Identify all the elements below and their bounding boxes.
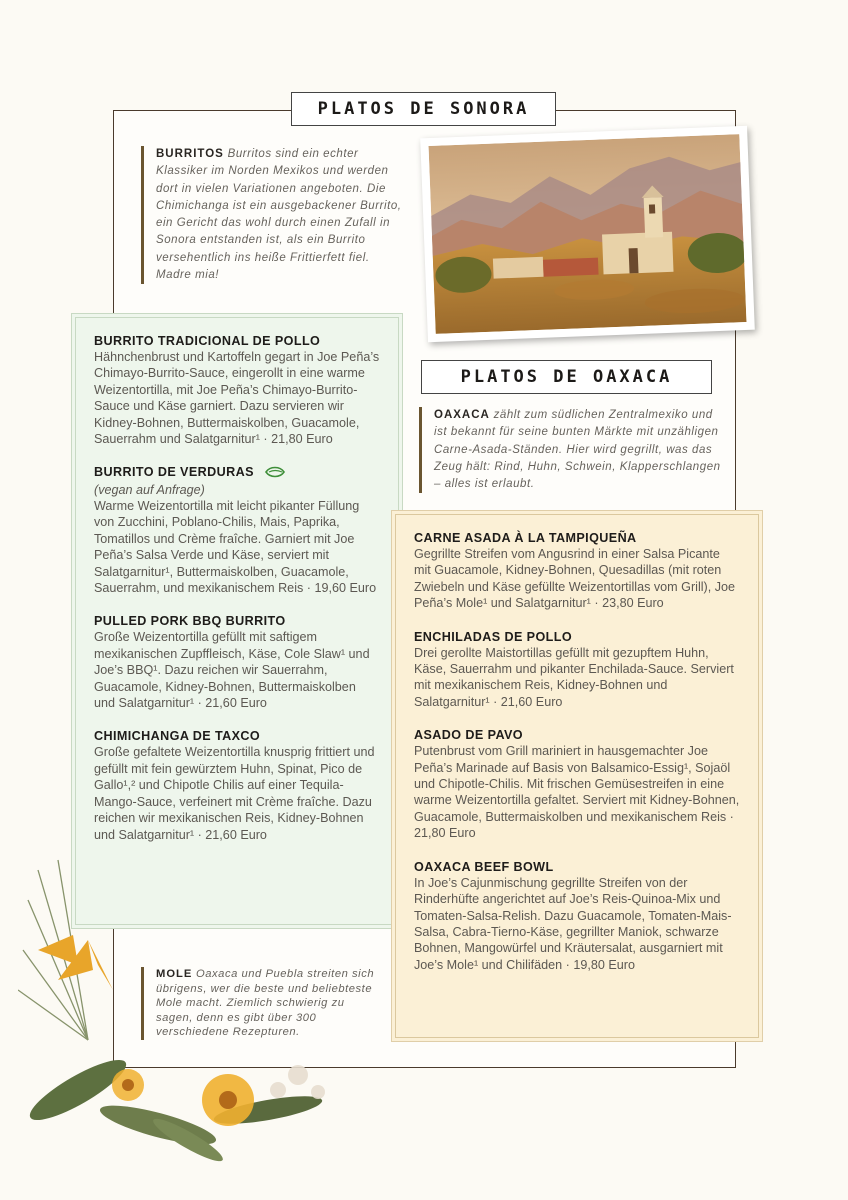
dish-name: PULLED PORK BBQ BURRITO [94, 614, 286, 629]
desert-mission-photo-image [429, 134, 747, 334]
dish-description: Große gefaltete Weizentortilla knusprig frittiert und gefüllt mit fein gewürztem Huhn, Spinat, Pico de Gallo¹,² und Chipotle Chilis auf einer Tequila-Mango-Sauce, verfeinert mit Crème fraîche. Dazu reichen wir mexikanischen Reis, Kidney-Bohnen und Salatgarnitur¹ · 21,60 Euro [94, 745, 375, 842]
dish-asado-de-pavo [414, 728, 740, 841]
heading-platos-de-sonora [291, 92, 556, 126]
dish-oaxaca-beef-bowl [414, 860, 740, 973]
dish-name: CHIMICHANGA DE TAXCO [94, 729, 261, 744]
dish-description: Große Weizentortilla gefüllt mit saftigem mexikanischen Zupffleisch, Käse, Cole Slaw¹ und Joe’s BBQ¹. Dazu reichen wir Sauerrahm, Guacamole, Kidney-Bohnen, Buttermaiskolben und Salatgarnitur¹ · 21,60 Euro [94, 630, 370, 711]
intro-mole [141, 967, 381, 1040]
dish-chimichanga-de-taxco [94, 729, 380, 842]
dish-name: CARNE ASADA À LA TAMPIQUEÑA [414, 531, 637, 545]
heading-platos-de-oaxaca [421, 360, 712, 394]
dish-name-row [94, 465, 380, 480]
dish-description: Putenbrust vom Grill mariniert in hausgemachter Joe Peña’s Marinade auf Basis von Balsamico-Essig¹, Sojaöl und Chipotle-Chilis. Mit frischen Gemüsestreifen in eine warme Weizentortilla gefaltet. Serviert mit Kidney-Bohnen, Guacamole, Buttermaiskolben und mexikanischem Reis · 21,80 Euro [414, 744, 740, 841]
dish-burrito-tradicional [94, 334, 380, 447]
intro-mole-keyword: MOLE [156, 968, 193, 980]
intro-burritos-keyword: BURRITOS [156, 148, 224, 160]
intro-burritos [141, 146, 407, 284]
dish-name: ASADO DE PAVO [414, 728, 523, 743]
dish-description: In Joe’s Cajunmischung gegrillte Streifen von der Rinderhüfte angerichtet auf Joe’s Reis-Quinoa-Mix und Tomaten-Salsa-Relish. Dazu Guacamole, Tomaten-Mais-Salsa, Cabra-Tierno-Käse, gegrillter Maniok, schwarze Bohnen, Mangowürfel und Kräutersalat, ausgarniert mit Joe’s Mole¹ und Chilifäden · 19,80 Euro [414, 875, 732, 972]
dish-name: BURRITO DE VERDURAS [94, 465, 254, 480]
dish-description: Gegrillte Streifen vom Angusrind in einer Salsa Picante mit Guacamole, Kidney-Bohnen, Quesadillas (mit roten Zwiebeln und Käse gefüllte Weizentortillas vom Grill), Joe Peña’s Mole¹ und Salatgarnitur¹ · 23,80 Euro [414, 547, 736, 611]
oaxaca-dishes-panel [391, 510, 763, 1042]
heading-oaxaca-text: PLATOS DE OAXACA [460, 367, 673, 387]
desert-mission-photo [420, 126, 755, 342]
dish-burrito-de-verduras [94, 465, 380, 596]
intro-oaxaca [419, 407, 729, 493]
dish-name: BURRITO TRADICIONAL DE POLLO [94, 334, 321, 348]
dish-description: Warme Weizentortilla mit leicht pikanter Füllung von Zucchini, Poblano-Chilis, Mais, Paprika, Tomatillos und Crème fraîche. Garniert mit Joe Peña’s Salsa Verde und Käse, serviert mit Salatgarnitur¹, Buttermaiskolben, Guacamole, Sauerrahm, und mexikanischem Reis · 19,60 Euro [94, 499, 377, 596]
sonora-dishes-panel [71, 313, 403, 929]
dish-carne-asada [414, 531, 740, 612]
dish-enchiladas-de-pollo [414, 630, 740, 711]
dish-note: (vegan auf Anfrage) [94, 482, 205, 497]
vegan-leaf-icon [264, 466, 286, 481]
intro-burritos-text: Burritos sind ein echter Klassiker im Norden Mexikos und werden dort in vielen Variationen angeboten. Die Chimichanga ist ein ausgebackener Burrito, ein Gericht das wohl durch einen Zufall in Sonora entstanden ist, als ein Burrito versehentlich ins heiße Frittierfett fiel. Madre mia! [156, 148, 402, 282]
intro-oaxaca-text: zählt zum südlichen Zentralmexiko und ist bekannt für seine bunten Märkte mit unzähligen Carne-Asada-Ständen. Hier wird gegrillt, was das Zeug hält: Rind, Huhn, Schwein, Klapperschlangen – alles ist erlaubt. [434, 409, 721, 491]
heading-sonora-text: PLATOS DE SONORA [317, 99, 530, 119]
intro-oaxaca-keyword: OAXACA [434, 409, 490, 421]
dish-name: OAXACA BEEF BOWL [414, 859, 554, 874]
dish-description: Hähnchenbrust und Kartoffeln gegart in Joe Peña’s Chimayo-Burrito-Sauce, eingerollt in eine warme Weizentortilla, mit Joe Peña’s Chimayo-Burrito-Sauce und Käse garniert. Dazu servieren wir Kidney-Bohnen, Buttermaiskolben, Guacamole, Sauerrahm und Salatgarnitur¹ · 21,80 Euro [94, 350, 380, 447]
dish-name: ENCHILADAS DE POLLO [414, 629, 573, 644]
intro-mole-text: Oaxaca und Puebla streiten sich übrigens, wer die beste und beliebteste Mole macht. Ziemlich schwierig zu sagen, denn es gibt über 300 verschiedene Rezepturen. [156, 968, 375, 1039]
dish-description: Drei gerollte Maistortillas gefüllt mit gezupftem Huhn, Käse, Sauerrahm und pikanter Enchilada-Sauce. Serviert mit mexikanischem Reis, Kidney-Bohnen und Salatgarnitur¹ · 21,60 Euro [414, 645, 734, 709]
dish-pulled-pork-bbq-burrito [94, 614, 380, 711]
